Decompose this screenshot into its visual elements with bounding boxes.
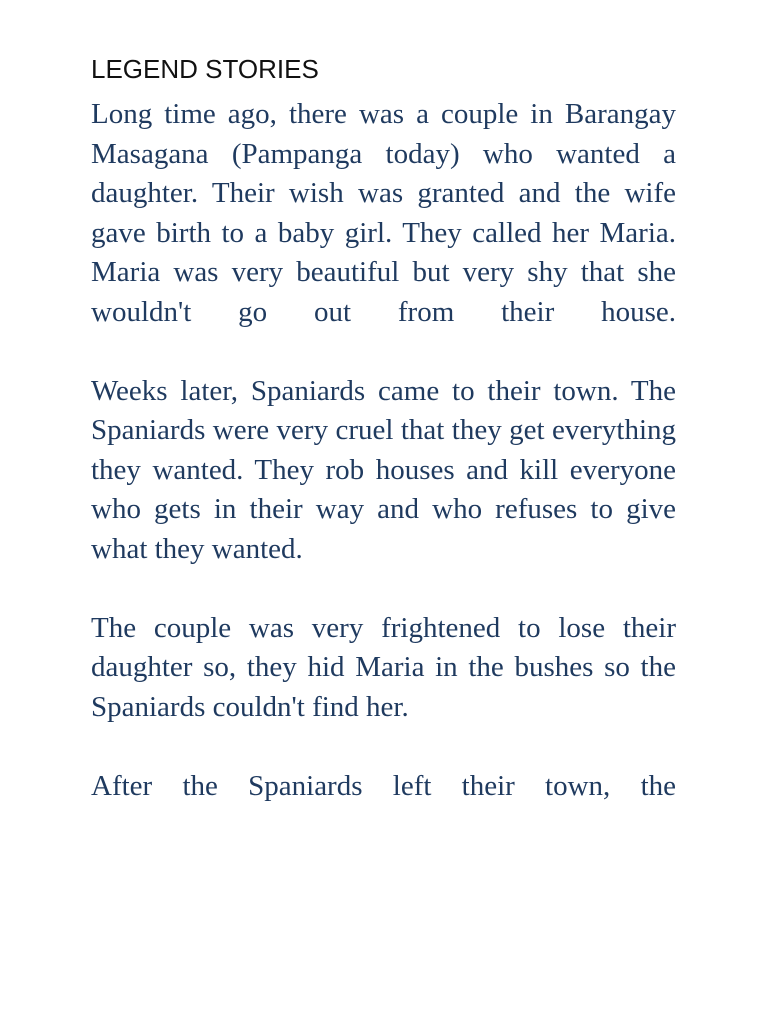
paragraph-4: After the Spaniards left their town, the [91,769,676,802]
paragraph-spacer [91,332,676,372]
page-title: LEGEND STORIES [91,54,319,84]
paragraph-3: The couple was very frightened to lose their daughter so, they hid Maria in the bushes so the Spaniards couldn't find her. [91,611,676,723]
paragraph-spacer [91,569,676,609]
paragraph-1: Long time ago, there was a couple in Barangay Masagana (Pampanga today) who wanted a daughter. Their wish was granted and the wife gave birth to a baby girl. They called her Maria. Maria was very beautiful but very shy that she wouldn't go out from their house. [91,98,676,328]
paragraph-2: Weeks later, Spaniards came to their town. The Spaniards were very cruel that they get everything they wanted. They rob houses and kill everyone who gets in their way and who refuses to give what they wanted. [91,374,676,565]
paragraph-spacer [91,727,676,767]
story-body [91,95,676,806]
